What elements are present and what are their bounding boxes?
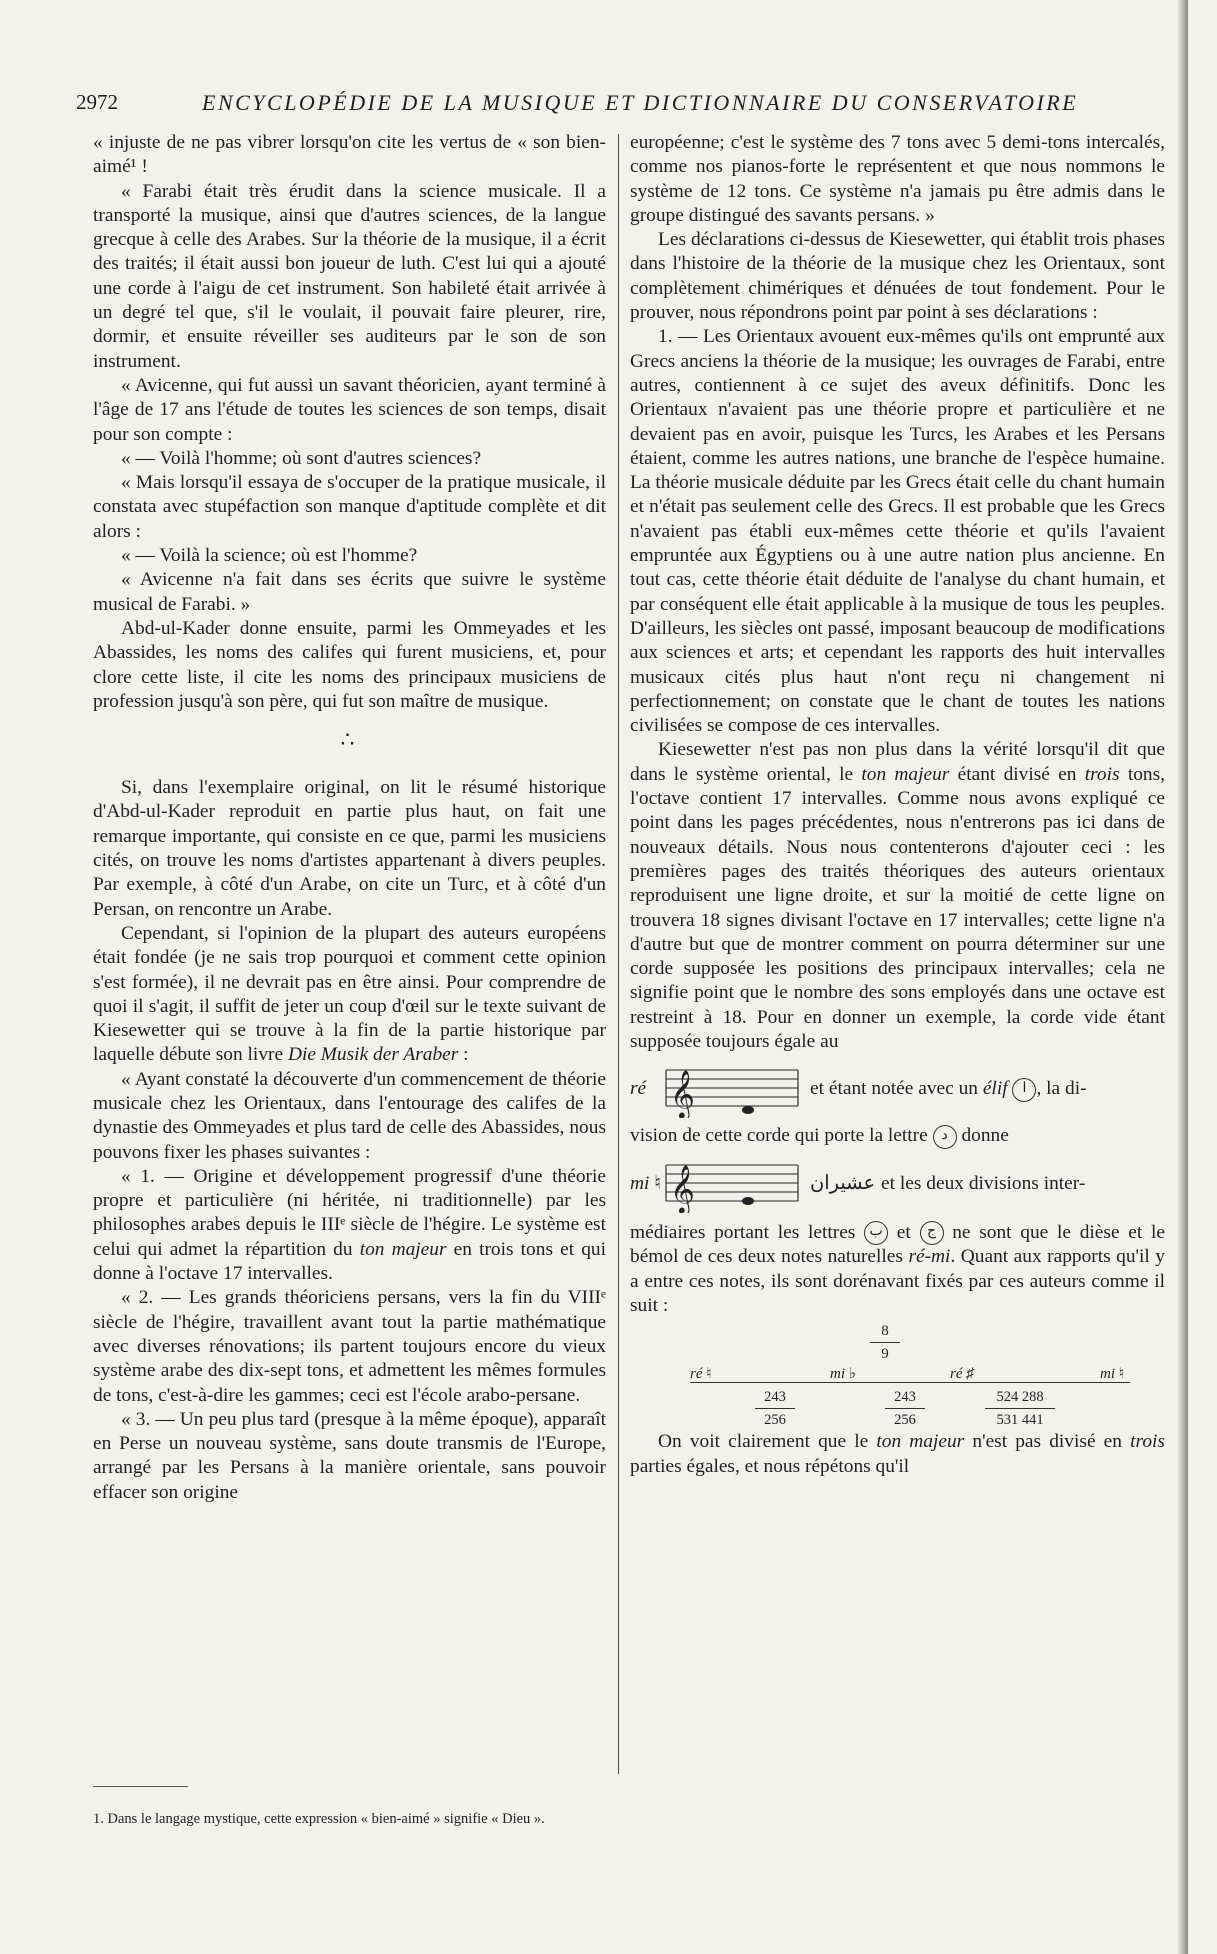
- right-column: [630, 131, 1165, 1479]
- note-label-mi: mi ♮: [630, 1172, 662, 1194]
- ratio-value: [985, 1388, 1055, 1429]
- text-run: parties égales, et nous répétons qu'il: [630, 1455, 910, 1477]
- ratio-num: 243: [764, 1389, 786, 1406]
- emphasis: trois: [1084, 763, 1120, 785]
- fraction-bar: [985, 1408, 1055, 1409]
- emphasis: ton majeur: [861, 763, 950, 785]
- section-separator: ∴: [340, 727, 359, 753]
- emphasis: trois: [1130, 1431, 1165, 1453]
- notation-text: et les deux divisions inter-: [881, 1172, 1086, 1194]
- ratio-top-num: 8: [881, 1323, 889, 1340]
- ratio-num: 243: [894, 1389, 916, 1406]
- page-number: 2972: [76, 90, 118, 114]
- footnote-rule: [93, 1786, 188, 1787]
- paragraph: Abd-ul-Kader donne ensuite, parmi les Ommeyades et les Abassides, les noms des califes qui furent musiciens, et, pour clore cette liste, il cite les noms des principaux musiciens de profession jusqu'à son père, qui fut son maître de musique.: [93, 617, 606, 712]
- ratio-den: 531 441: [996, 1412, 1044, 1429]
- text-run: vision de cette corde qui porte la lettre: [630, 1125, 928, 1147]
- fraction-bar: [885, 1408, 925, 1409]
- ratio-label: mi ♮: [1100, 1366, 1125, 1383]
- text-run: le dièse et le bémol de ces deux notes naturelles: [630, 1221, 1165, 1268]
- emphasis: ton majeur: [359, 1238, 447, 1260]
- footnote: 1. Dans le langage mystique, cette expression « bien-aimé » signifie « Dieu ».: [93, 1811, 545, 1827]
- arabic-word: عشيران: [810, 1172, 876, 1194]
- page-edge: [1178, 0, 1188, 1954]
- paragraph: européenne; c'est le système des 7 tons avec 5 demi-tons intercalés, comme nos pianos-forte le représentent et que nous nommons le système de 12 tons. Ce système n'a jamais pu être admis dans le groupe distingué des savants persans. »: [630, 132, 1165, 226]
- notation-mi-row: [630, 1155, 1165, 1213]
- ratio-label: mi ♭: [830, 1366, 856, 1383]
- running-title: ENCYCLOPÉDIE DE LA MUSIQUE ET DICTIONNAIRE DU CONSERVATOIRE: [202, 90, 1079, 115]
- text-run: et: [896, 1221, 911, 1243]
- ratio-label: ré ♮: [690, 1366, 712, 1383]
- ratio-value: [885, 1388, 925, 1429]
- text-run: étant divisé en: [957, 763, 1077, 785]
- ratio-top-den: 9: [881, 1346, 889, 1363]
- paragraph: « Mais lorsqu'il essaya de s'occuper de la pratique musicale, il constata avec stupéfaction son manque d'aptitude complète et dit alors :: [93, 472, 606, 542]
- paragraph: [630, 1221, 1165, 1318]
- paragraph: « injuste de ne pas vibrer lorsqu'on cite les vertus de « son bien-aimé¹ !: [93, 132, 606, 178]
- paragraph: « — Voilà la science; où est l'homme?: [121, 545, 418, 567]
- text-run: Cependant, si l'opinion de la plupart des auteurs européens était fondée (je ne sais trop pourquoi et comment cette opinion s'est formée), il ne devrait pas en être ainsi. Pour comprendre de quoi il s'agit, il suffit de jeter un coup d'œil sur le texte suivant de Kiesewetter qui se trouve à la fin de la partie historique par laquelle débute son livre: [93, 922, 606, 1066]
- text-run: donne: [961, 1125, 1009, 1147]
- fraction-bar: [870, 1342, 900, 1343]
- ratio-top: [870, 1322, 900, 1363]
- text-run: tons, l'octave contient 17 intervalles. Comme nous avons expliqué ce point dans les pages précédentes, nous n'entrerons pas ici dans de nouveaux détails. Nous nous contenterons d'ajouter ceci : les premières pages des traités théoriques des auteurs orientaux reproduisent une ligne droite, et sur la moitié de cette ligne on trouvera 18 signes divisant l'octave en 17 intervalles; cette ligne n'a d'autre but que de montrer comment on pourra déterminer sur une corde supposée les positions des principaux intervalles; cela ne signifie point que le nombre des sons employés dans une octave est restreint à 18. Pour en donner un exemple, la corde vide étant supposée toujours égale au: [630, 763, 1165, 1052]
- paragraph: « Avicenne n'a fait dans ses écrits que suivre le système musical de Farabi. »: [93, 569, 606, 615]
- text-run: « 1. — Origine et développement progressif d'une théorie propre et particulière (ni héritée, ni traditionnelle) par les philosophes arabes depuis le IIIᵉ siècle de l'hégire. Le système est celui qui admet la répartition du: [93, 1165, 606, 1260]
- ratio-num: 524 288: [996, 1389, 1044, 1406]
- paragraph: Les déclarations ci-dessus de Kiesewetter, qui établit trois phases dans l'histoire de la théorie de la musique chez les Orientaux, sont complètement chimériques et dénuées de tout fondement. Pour le prouver, nous répondrons point par point à ses déclarations :: [630, 229, 1165, 324]
- svg-text:𝄞: 𝄞: [670, 1069, 695, 1119]
- ratio-den: 256: [764, 1412, 786, 1429]
- paragraph: [93, 1165, 606, 1286]
- paragraph: « Ayant constaté la découverte d'un commencement de théorie musicale chez les Orientaux, dans l'entourage des califes de la dynastie des Ommeyades et plus tard de celle des Abassides, nous pouvons fixer les phases suivantes :: [93, 1068, 606, 1163]
- paragraph: « Avicenne, qui fut aussi un savant théoricien, ayant terminé à l'âge de 17 ans l'étude de toutes les sciences de son temps, disait pour son compte :: [93, 374, 606, 445]
- ratio-line: [690, 1382, 1130, 1383]
- notation-re-row: [630, 1060, 1165, 1118]
- text-run: , la di-: [1036, 1078, 1087, 1099]
- dal-letter-icon: د: [933, 1125, 957, 1149]
- be-letter-icon: ب: [864, 1221, 888, 1245]
- fraction-bar: [755, 1408, 795, 1409]
- ratio-label: ré ♯: [950, 1366, 974, 1383]
- paragraph: [630, 1430, 1165, 1479]
- paragraph: « 2. — Les grands théoriciens persans, vers la fin du VIIIᵉ siècle de l'hégire, travaillent avant tout la partie mathématique avec diverses rénovations; ils partent toujours encore du vieux système arabe des dix-sept tons, et admettent les mêmes formules de tons, c'est-à-dire les gammes; ceci est l'école arabo-persane.: [93, 1287, 606, 1406]
- text-run: n'est pas divisé en: [972, 1431, 1122, 1453]
- jim-letter-icon: ج: [920, 1221, 944, 1245]
- elif-letter-icon: ا: [1012, 1078, 1036, 1102]
- paragraph: « — Voilà l'homme; où sont d'autres sciences?: [121, 447, 482, 469]
- staff-mi-icon: [662, 1155, 802, 1213]
- text-run: Kiesewetter n'est pas non plus dans la vérité lorsqu'il dit que dans le système oriental, le: [630, 739, 1165, 785]
- text-run: :: [458, 1044, 469, 1066]
- text-run: médiaires portant les lettres: [630, 1221, 856, 1243]
- text-run: On voit clairement que le: [658, 1431, 869, 1453]
- paragraph: « Farabi était très érudit dans la science musicale. Il a transporté la musique, ainsi que d'autres sciences, de la langue grecque à celle des Arabes. Sur la théorie de la musique, il a écrit des traités; il était aussi bon joueur de luth. C'est lui qui a ajouté une corde à l'aigu de cet instrument. Son habileté était arrivée à un degré tel que, s'il le voulait, il pouvait faire pleurer, rire, dormir, et ensuite réveiller ses auditeurs par le son de son instrument.: [93, 180, 606, 372]
- ratio-value: [755, 1388, 795, 1429]
- staff-re-icon: [662, 1060, 802, 1118]
- book-title: Die Musik der Araber: [287, 1044, 459, 1066]
- notation-text: [810, 1077, 1087, 1102]
- emphasis: ré-mi: [908, 1246, 951, 1268]
- page-header: [76, 90, 1166, 120]
- column-divider: [618, 134, 619, 1774]
- ratio-diagram: [630, 1322, 1165, 1430]
- paragraph: [93, 922, 606, 1068]
- paragraph: [630, 738, 1165, 1054]
- paragraph: 1. — Les Orientaux avouent eux-mêmes qu'ils ont emprunté aux Grecs anciens la théorie de la musique; les ouvrages de Farabi, entre autres, contiennent à ce sujet des aveux définitifs. Donc les Orientaux n'avaient pas une théorie propre et particulière et ne devaient pas en avoir, puisque les Turcs, les Arabes et les Persans étaient, comme les autres nations, une branche de l'espèce humaine. La théorie musicale déduite par les Grecs était celle du chant humain et n'était pas seulement celle des Grecs. Il est probable que les Grecs n'avaient pas établi eux-mêmes cette théorie et qu'ils l'avaient empruntée aux Égyptiens ou à une autre nation plus ancienne. En tout cas, cette théorie était déduite de l'analyse du chant humain, et par conséquent elle était applicable à la musique de tous les peuples. D'ailleurs, les siècles ont passé, imposant beaucoup de modifications aux sciences et arts; et cependant les rapports des huit intervalles musicaux cités plus haut n'ont reçu ni changement ni perfectionnement; on constate que le chant de toutes les nations civilisées se compose de ces intervalles.: [630, 326, 1165, 737]
- svg-text:𝄞: 𝄞: [670, 1163, 695, 1213]
- text-run: . Quant aux rapports qu'il y a entre ces notes, ils sont dorénavant fixés par ces auteurs comme il suit :: [630, 1246, 1165, 1316]
- left-column: [93, 131, 606, 1505]
- ratio-den: 256: [894, 1412, 916, 1429]
- emphasis: élif: [982, 1078, 1008, 1099]
- text-run: en trois tons et qui donne à l'octave 17 intervalles.: [93, 1238, 607, 1285]
- text-run: ne sont que: [952, 1221, 1049, 1243]
- paragraph: Si, dans l'exemplaire original, on lit le résumé historique d'Abd-ul-Kader reproduit en partie plus haut, on fait une remarque importante, qui consiste en ce que, parmi les musiciens cités, on trouve les noms d'artistes appartenant à divers peuples. Par exemple, à côté d'un Arabe, on cite un Turc, et à côté d'un Persan, on rencontre un Arabe.: [93, 777, 606, 920]
- note-label-re: ré: [630, 1078, 647, 1100]
- paragraph: [630, 1124, 1165, 1149]
- text-run: et étant notée avec un: [810, 1078, 978, 1099]
- paragraph: « 3. — Un peu plus tard (presque à la même époque), apparaît en Perse un nouveau système, sans doute transmis de l'Europe, arrangé par les Persans à la manière orientale, sans pouvoir effacer son origine: [93, 1408, 606, 1503]
- emphasis: ton majeur: [876, 1431, 965, 1453]
